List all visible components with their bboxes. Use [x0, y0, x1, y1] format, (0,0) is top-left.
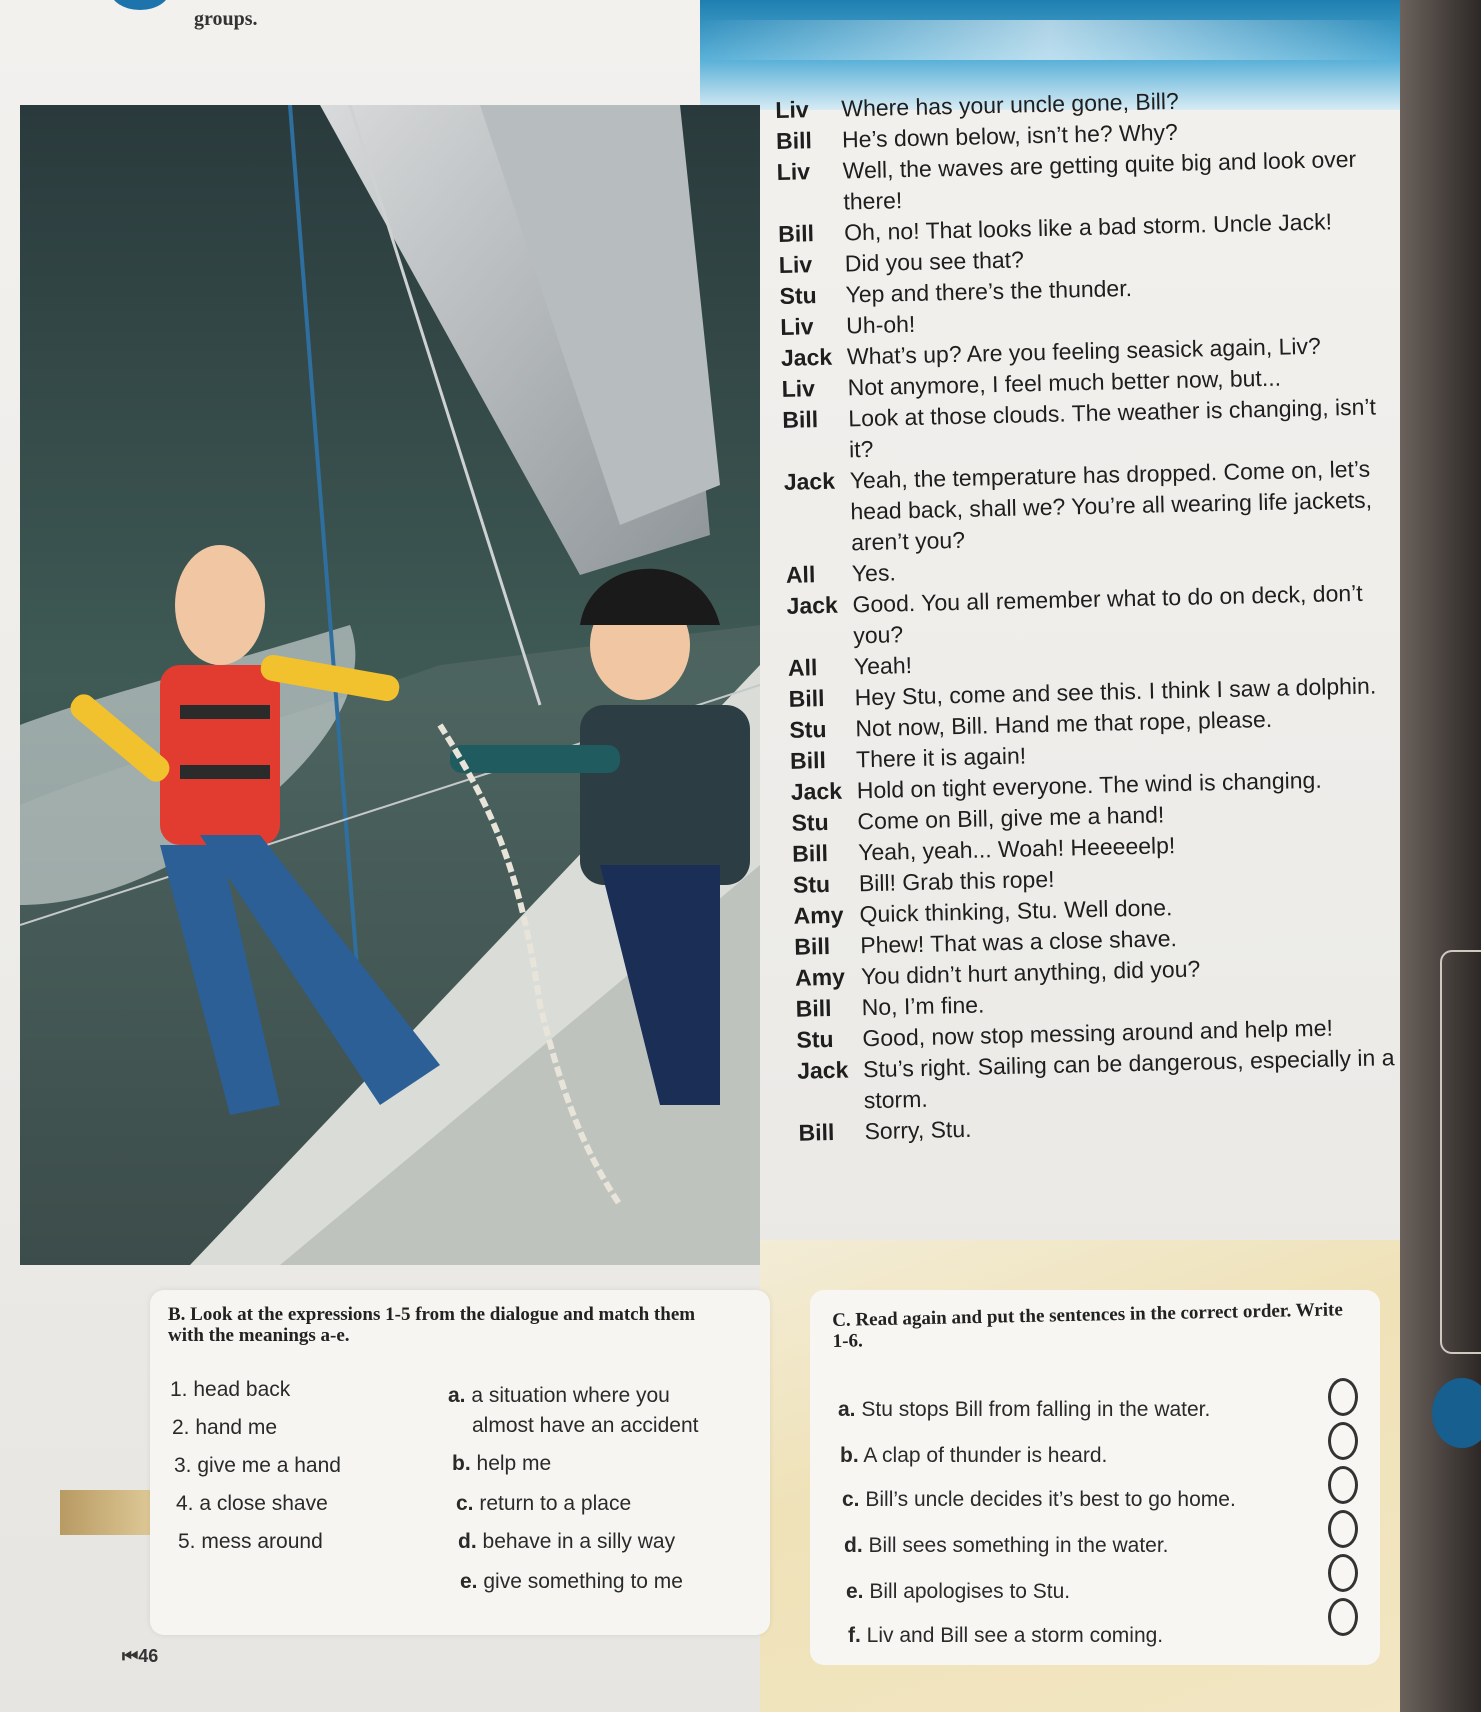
speaker: Amy [794, 963, 846, 991]
speaker: Bill [782, 406, 819, 433]
speech: Phew! That was a close shave. [860, 925, 1178, 959]
meaning-text: help me [476, 1452, 552, 1475]
speaker: All [787, 654, 818, 681]
meaning-item [452, 1452, 551, 1476]
speaker: Bill [788, 685, 825, 712]
meaning-text: return to a place [479, 1492, 632, 1515]
meaning-continuation: almost have an accident [472, 1414, 699, 1437]
speaker: All [785, 561, 816, 588]
answer-circle[interactable] [1328, 1510, 1358, 1548]
meaning-text: behave in a silly way [482, 1530, 676, 1553]
speaker: Liv [778, 251, 813, 278]
meaning-letter: e. [460, 1570, 478, 1593]
sentence-text: Stu stops Bill from falling in the water. [861, 1398, 1211, 1421]
sentence-text: Liv and Bill see a storm coming. [866, 1624, 1164, 1647]
speech: Well, the waves are getting quite big and look over there! [842, 145, 1357, 215]
speech: Yeah, the temperature has dropped. Come on, let’s head back, shall we? You’re all wearing life jackets, aren’t you? [849, 455, 1373, 556]
exercise-b-title: B. Look at the expressions 1-5 from the dialogue and match them with the meanings a-e. [168, 1304, 696, 1346]
meaning-text: a situation where you [471, 1384, 670, 1407]
speaker: Bill [795, 994, 832, 1022]
sentence-letter: e. [846, 1580, 864, 1603]
expression-item: 4. a close shave [176, 1492, 328, 1515]
speaker: Bill [794, 932, 831, 960]
speech: You didn’t hurt anything, did you? [860, 955, 1201, 990]
header-instruction: groups. [194, 8, 258, 30]
speech: Bill! Grab this rope! [858, 865, 1055, 897]
meaning-letter: d. [458, 1530, 477, 1553]
speaker: Jack [790, 777, 843, 805]
sentence-text: A clap of thunder is heard. [863, 1444, 1108, 1467]
sentence-text: Bill sees something in the water. [868, 1534, 1169, 1557]
expression-item: 2. hand me [172, 1416, 278, 1439]
speech: Uh-oh! [845, 310, 916, 339]
meaning-item [456, 1492, 631, 1516]
expression-item: 1. head back [170, 1378, 291, 1401]
speech: Stu’s right. Sailing can be dangerous, especially in a storm. [862, 1044, 1395, 1114]
sentence-text: Bill apologises to Stu. [869, 1580, 1071, 1603]
speech: Where has your uncle gone, Bill? [841, 87, 1180, 122]
meaning-text: give something to me [483, 1570, 683, 1593]
speaker: Stu [779, 282, 817, 309]
sentence-letter: b. [840, 1444, 859, 1467]
speaker: Bill [789, 747, 827, 774]
speech: Yeah, yeah... Woah! Heeeeelp! [857, 832, 1176, 866]
sailing-illustration [20, 105, 760, 1265]
expression-item: 5. mess around [178, 1530, 323, 1553]
speaker: Bill [798, 1118, 835, 1146]
speaker: Stu [791, 808, 829, 836]
answer-circle[interactable] [1328, 1378, 1358, 1416]
dialogue-line [783, 453, 1385, 560]
speaker: Bill [775, 127, 813, 154]
sentence-item [846, 1580, 1070, 1604]
speech: What’s up? Are you feeling seasick again, Liv? [846, 332, 1322, 370]
sentence-item [840, 1444, 1107, 1468]
sentence-text: Bill’s uncle decides it’s best to go home. [865, 1488, 1236, 1511]
speech: Hold on tight everyone. The wind is changing. [856, 766, 1322, 804]
speech: Quick thinking, Stu. Well done. [859, 894, 1173, 928]
answer-circle[interactable] [1328, 1422, 1358, 1460]
answer-circle[interactable] [1328, 1598, 1358, 1636]
sentence-item [848, 1624, 1163, 1648]
speech: Hey Stu, come and see this. I think I saw a dolphin. [854, 672, 1377, 711]
speech: There it is again! [855, 742, 1027, 773]
sentence-letter: d. [844, 1534, 863, 1557]
speech: Look at those clouds. The weather is changing, isn’t it? [848, 393, 1377, 463]
sentence-letter: a. [838, 1398, 856, 1421]
page-bracket [1440, 950, 1481, 1354]
meaning-letter: a. [448, 1384, 466, 1407]
speaker: Jack [780, 343, 833, 371]
speech: No, I’m fine. [861, 991, 985, 1021]
speaker: Stu [789, 715, 827, 743]
speech: Not now, Bill. Hand me that rope, please. [855, 705, 1273, 742]
speaker: Liv [775, 96, 809, 123]
speech: Yep and there’s the thunder. [845, 274, 1133, 308]
speech: Good, now stop messing around and help me! [862, 1014, 1334, 1052]
page-edge [1400, 0, 1481, 1712]
speech: Come on Bill, give me a hand! [857, 801, 1165, 835]
meaning-letter: b. [452, 1452, 471, 1475]
sentence-item [842, 1488, 1236, 1512]
exercise-c-title: C. Read again and put the sentences in the correct order. Write 1-6. [832, 1299, 1343, 1352]
speaker: Bill [791, 839, 829, 867]
speech: Good. You all remember what to do on deck, don’t you? [852, 579, 1363, 649]
speaker: Liv [781, 375, 816, 402]
speaker: Liv [779, 313, 814, 340]
speech: Yes. [851, 559, 897, 587]
sentence-letter: c. [842, 1488, 860, 1511]
speaker: Amy [793, 901, 844, 929]
answer-circle[interactable] [1328, 1554, 1358, 1592]
speech: He’s down below, isn’t he? Why? [841, 118, 1179, 153]
speaker: Stu [792, 870, 831, 898]
meaning-item [458, 1530, 675, 1554]
meaning-item [460, 1570, 683, 1594]
dialogue-text [775, 81, 1399, 1148]
answer-circle[interactable] [1328, 1466, 1358, 1504]
page-number [122, 1646, 158, 1667]
speech: Yeah! [853, 652, 913, 680]
speech: Did you see that? [844, 246, 1025, 277]
sentence-item [838, 1398, 1210, 1422]
speaker: Bill [777, 220, 815, 247]
speaker: Jack [786, 591, 839, 619]
meaning-item [448, 1384, 670, 1408]
previous-page-icon: ⏮ [122, 1646, 139, 1666]
sentence-item [844, 1534, 1169, 1558]
speech: Not anymore, I feel much better now, but... [847, 364, 1282, 401]
speaker: Liv [776, 158, 811, 185]
page-number-value: 46 [138, 1646, 159, 1666]
speaker: Jack [796, 1056, 849, 1084]
speaker: Stu [796, 1025, 834, 1053]
sentence-letter: f. [848, 1624, 861, 1647]
expression-item: 3. give me a hand [174, 1454, 341, 1477]
speaker: Jack [783, 467, 836, 495]
speech: Sorry, Stu. [864, 1115, 972, 1145]
speech: Oh, no! That looks like a bad storm. Uncle Jack! [843, 208, 1333, 246]
meaning-letter: c. [456, 1492, 474, 1515]
